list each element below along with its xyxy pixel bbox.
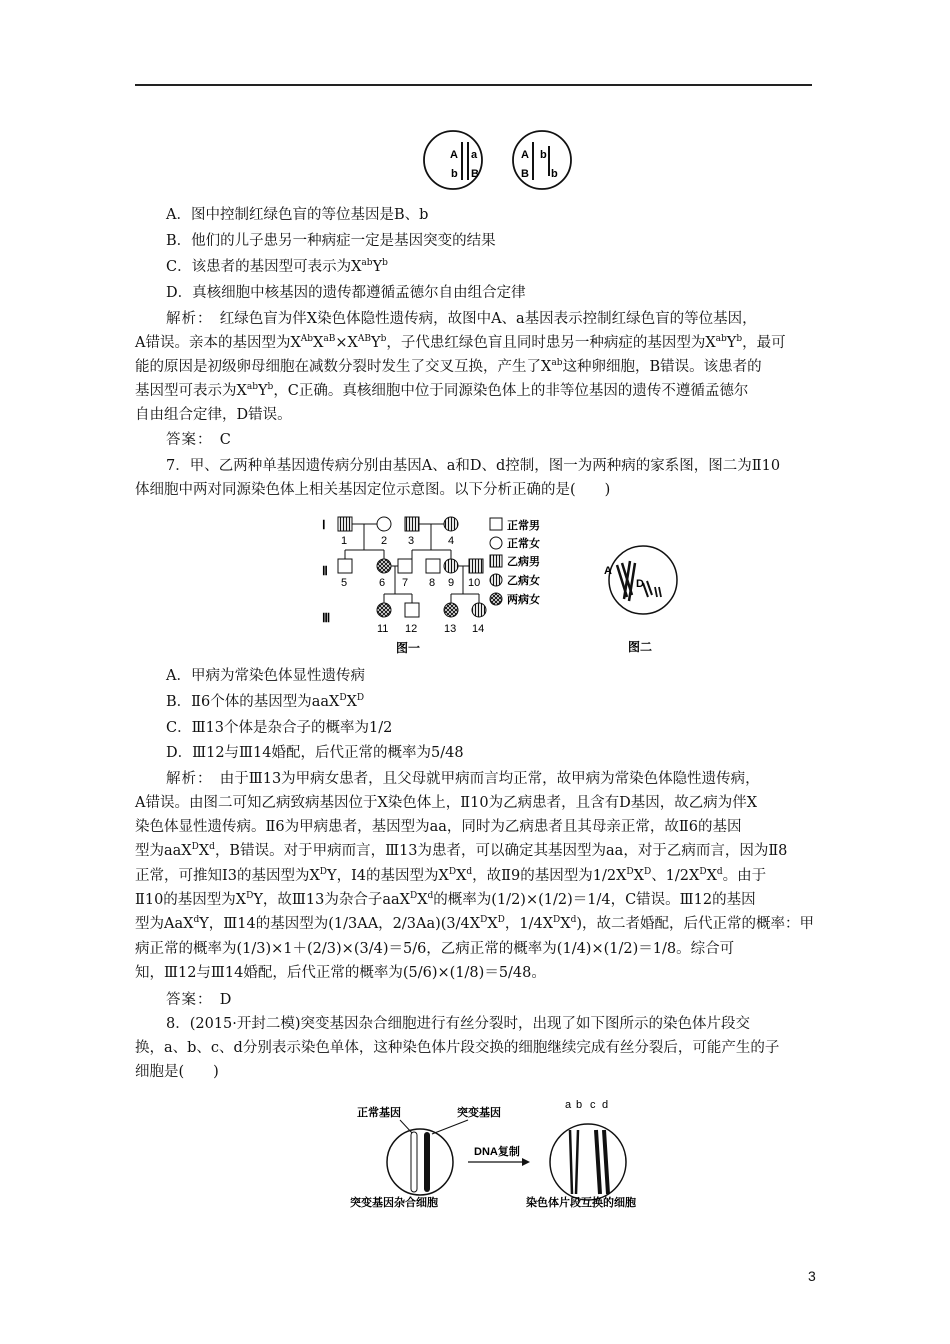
legend-both-female-symbol	[490, 593, 502, 605]
q6-explanation-line: 自由组合定律，D错误。	[135, 407, 292, 423]
individual-number: 8	[429, 577, 436, 589]
chromatid-label: b	[576, 1099, 583, 1111]
gene-label: b	[551, 168, 558, 180]
figure-label: 正常基因	[357, 1107, 401, 1119]
generation-label: Ⅱ	[322, 564, 328, 578]
cell-2	[513, 131, 571, 189]
q7-explanation-line: 正常，可推知Ⅰ3的基因型为$X^DY$，Ⅰ4的基因型为$X^DX^d$，故Ⅱ9的基因型为$1/2X^DX^D$、$1/2X^DX^d$。由于	[135, 867, 767, 884]
q7-stem-line: 7．甲、乙两种单基因遗传病分别由基因A、a和D、d控制，图一为两种病的家系图，图二为Ⅱ10	[166, 458, 781, 474]
q7-option-a: A．甲病为常染色体显性遗传病	[166, 668, 365, 684]
pedigree-male-normal	[405, 603, 419, 617]
q6-explanation-line: 解析： 红绿色盲为伴X染色体隐性遗传病，故图中A、a基因表示控制红绿色盲的等位基因，	[166, 311, 757, 327]
gene-label: B	[471, 168, 479, 180]
q7-explanation-line: A错误。由图二可知乙病致病基因位于X染色体上，Ⅱ10为乙病患者，且含有D基因，故乙病为伴X	[135, 795, 758, 811]
gene-label: b	[451, 168, 458, 180]
individual-number: 12	[405, 623, 418, 635]
individual-number: 7	[402, 577, 409, 589]
q7-option-d: D．Ⅲ12与Ⅲ14婚配，后代正常的概率为5/48	[166, 745, 464, 761]
page-number: 3	[808, 1268, 816, 1284]
individual-number: 1	[341, 535, 348, 547]
q7-explanation-line: Ⅱ10的基因型为$X^DY$，故Ⅲ13为杂合子$aaX^DX^d$的概率为(1/2)×(1/2)＝1/4，C错误。Ⅲ12的基因	[135, 891, 756, 908]
answer-value: C	[219, 432, 231, 448]
q8-stem-line: 换，a、b、c、d分别表示染色单体，这种染色体片段交换的细胞继续完成有丝分裂后，可能产生的子	[135, 1040, 780, 1056]
pedigree-female-both-diseases	[444, 603, 458, 617]
pedigree-male-affected-b	[469, 559, 483, 573]
generation-label: Ⅲ	[322, 611, 331, 625]
pedigree-male-normal	[426, 559, 440, 573]
pedigree-female-affected-b	[444, 559, 458, 573]
arrow-label: DNA复制	[474, 1146, 520, 1158]
q6-option-b: B．他们的儿子患另一种病症一定是基因突变的结果	[166, 233, 496, 249]
legend-label: 正常男	[507, 520, 540, 532]
legend-b-female-symbol	[490, 574, 502, 586]
answer-value: D	[219, 992, 232, 1008]
gene-label: A	[521, 149, 529, 161]
legend-normal-female-symbol	[490, 537, 502, 549]
q6-option-d: D．真核细胞中核基因的遗传都遵循孟德尔自由组合定律	[166, 285, 526, 301]
q7-option-c: C．Ⅲ13个体是杂合子的概率为1/2	[166, 720, 393, 736]
q7-stem-line: 体细胞中两对同源染色体上相关基因定位示意图。以下分析正确的是( )	[135, 482, 611, 498]
individual-number: 10	[468, 577, 481, 589]
q8-stem-line: 8．(2015·开封二模)突变基因杂合细胞进行有丝分裂时，出现了如下图所示的染色体片段交	[166, 1016, 751, 1032]
answer-label: 答案：	[166, 432, 206, 448]
individual-number: 2	[381, 535, 388, 547]
pedigree-female-normal	[377, 517, 391, 531]
legend-label: 正常女	[507, 538, 540, 550]
chromatid-label: a	[565, 1099, 572, 1111]
q6-explanation-line: 基因型可表示为$X^{ab}Y^b$，C正确。真核细胞中位于同源染色体上的非等位基因的遗传不遵循孟德尔	[135, 382, 749, 399]
chromosome-mutant	[424, 1132, 430, 1192]
q6-option-a: A．图中控制红绿色盲的等位基因是B、b	[166, 207, 429, 223]
answer-label: 答案：	[166, 992, 206, 1008]
legend-b-male-symbol	[490, 555, 502, 567]
chromatid-label: d	[602, 1099, 609, 1111]
q6-answer	[166, 430, 846, 450]
exchange-cell	[550, 1099, 626, 1200]
pedigree-male-normal	[398, 559, 412, 573]
q6-option-c: C．该患者的基因型可表示为$X^{ab}Y^b$	[166, 258, 388, 275]
figure-label: 突变基因	[457, 1107, 501, 1119]
legend-label: 乙病女	[507, 575, 540, 587]
explanation-label: 解析：	[166, 311, 206, 327]
individual-number: 3	[408, 535, 415, 547]
pedigree-male-normal	[338, 559, 352, 573]
q7-answer	[166, 990, 846, 1010]
q6-explanation-line: A错误。亲本的基因型为$X^{Ab}X^{aB}\times X^{AB}Y^b$，子代患红绿色盲且同时患另一种病症的基因型为$X^{ab}Y^b$，最可	[135, 334, 786, 351]
figure-caption: 图二	[628, 640, 653, 654]
individual-number: 6	[379, 577, 386, 589]
pedigree-female-both-diseases	[377, 559, 391, 573]
generation-label: Ⅰ	[322, 518, 326, 532]
pedigree-chart	[318, 512, 568, 660]
individual-number: 13	[444, 623, 457, 635]
heterozygous-cell	[387, 1129, 453, 1195]
gene-label: b	[540, 149, 547, 161]
chromosome-normal	[411, 1132, 417, 1192]
individual-number: 4	[448, 535, 455, 547]
figure-caption: 染色体片段互换的细胞	[526, 1197, 636, 1209]
individual-number: 11	[377, 623, 389, 635]
pedigree-female-both-diseases	[377, 603, 391, 617]
q7-explanation-line: 型为$aaX^DX^d$，B错误。对于甲病而言，Ⅲ13为患者，可以确定其基因型为aa，对于乙病而言，因为Ⅱ8	[135, 842, 788, 859]
figure-caption: 突变基因杂合细胞	[350, 1197, 438, 1209]
gene-label: B	[521, 168, 529, 180]
individual-number: 14	[472, 623, 485, 635]
pedigree-female-affected-b	[444, 517, 458, 531]
header-rule	[135, 84, 812, 86]
individual-number: 5	[341, 577, 348, 589]
chromosome-exchange-figure	[350, 1092, 670, 1210]
q7-option-b: B．Ⅱ6个体的基因型为$aaX^DX^D$	[166, 693, 365, 710]
chromosome-cell-figure	[600, 545, 690, 655]
q7-explanation-line: 型为AaX$^d$Y，Ⅲ14的基因型为(1/3AA，$2/3Aa)(3/4X^DX^D$，$1/4X^DX^d$)，故二者婚配，后代正常的概率：甲	[135, 915, 814, 932]
q7-explanation-line: 知，Ⅲ12与Ⅲ14婚配，后代正常的概率为(5/6)×(1/8)＝5/48。	[135, 965, 546, 981]
pedigree-female-affected-b	[472, 603, 486, 617]
cell-1	[424, 131, 482, 189]
q6-explanation-line: 能的原因是初级卵母细胞在减数分裂时发生了交叉互换，产生了$X^{ab}$这种卵细胞，B错误。该患者的	[135, 358, 762, 375]
q7-explanation-line: 解析： 由于Ⅲ13为甲病女患者，且父母就甲病而言均正常，故甲病为常染色体隐性遗传病，	[166, 771, 760, 787]
chromatid-label: c	[590, 1099, 596, 1111]
pedigree-male-affected-b	[405, 517, 419, 531]
individual-number: 9	[448, 577, 455, 589]
explanation-label: 解析：	[166, 771, 206, 787]
pedigree-male-affected-b	[338, 517, 352, 531]
figure-caption: 图一	[396, 641, 421, 655]
gene-location-figure	[420, 128, 580, 192]
legend-label: 两病女	[507, 594, 540, 606]
gene-label: A	[450, 149, 458, 161]
gene-label: A	[604, 565, 612, 577]
q7-explanation-line: 染色体显性遗传病。Ⅱ6为甲病患者，基因型为aa，同时为乙病患者且其母亲正常，故Ⅱ6的基因	[135, 819, 742, 835]
gene-label: a	[471, 149, 478, 161]
legend-label: 乙病男	[507, 556, 540, 568]
q8-stem-line: 细胞是( )	[135, 1064, 219, 1080]
q7-explanation-line: 病正常的概率为(1/3)×1＋(2/3)×(3/4)＝5/6，乙病正常的概率为(1/4)×(1/2)＝1/8。综合可	[135, 941, 735, 957]
legend-normal-male-symbol	[490, 518, 502, 530]
gene-label: D	[636, 578, 644, 590]
